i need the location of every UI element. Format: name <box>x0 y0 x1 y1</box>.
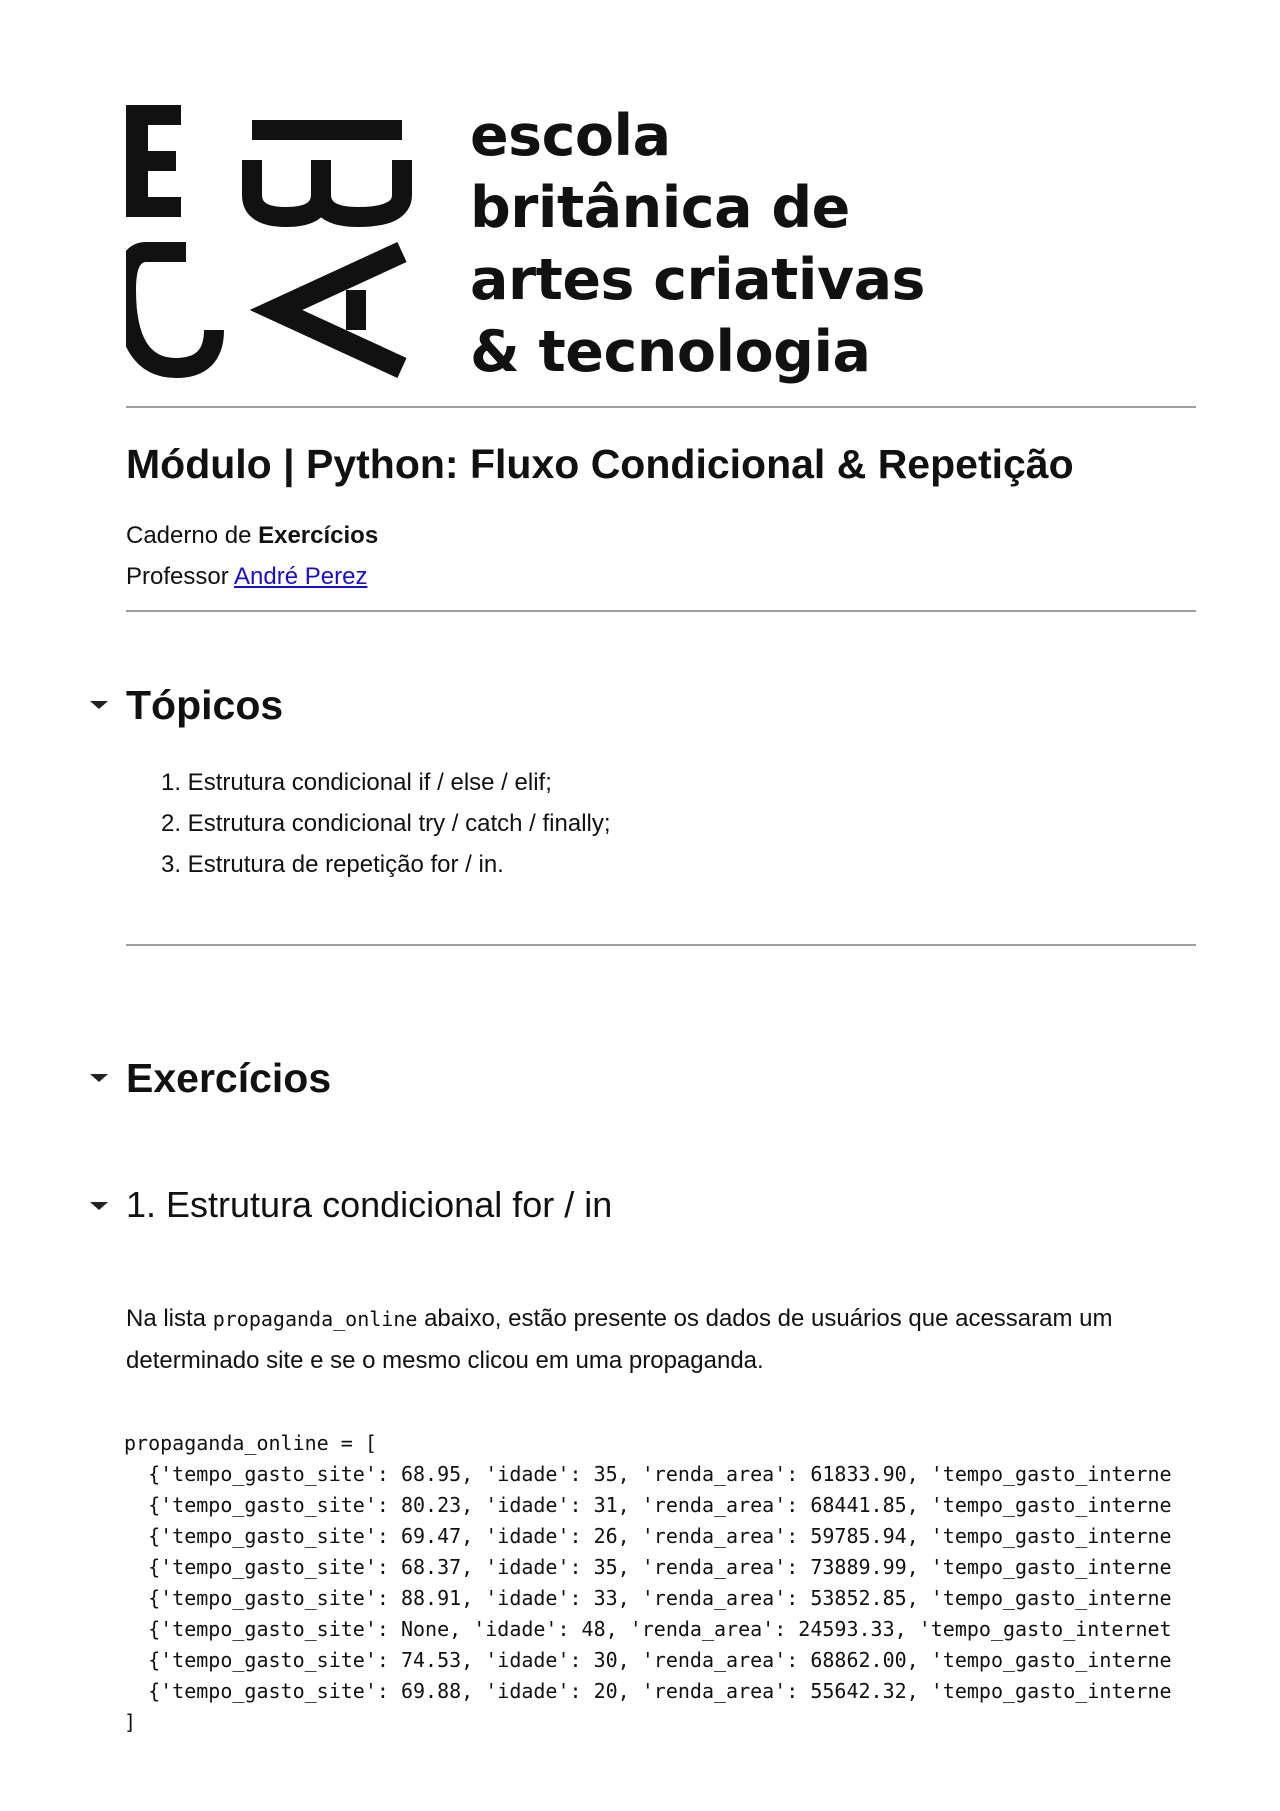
code-line: {'tempo_gasto_site': 68.37, 'idade': 35, 'renda_area': 73889.99, 'tempo_gasto_interne <box>124 1555 1172 1579</box>
exercise-1-description <box>126 1298 1206 1381</box>
inline-code: propaganda_online <box>212 1307 418 1331</box>
logo-line-1: escola <box>470 103 671 169</box>
divider-topics-bottom <box>126 944 1196 946</box>
logo-wordmark <box>470 100 925 388</box>
exercise-1-heading: 1. Estrutura condicional for / in <box>126 1184 613 1225</box>
ebac-logo-mark-icon <box>126 100 416 380</box>
para-after: abaixo, estão presente os dados de usuários que acessaram um determinado site e se o mesmo clicou em uma propaganda. <box>126 1305 1113 1374</box>
topics-heading: Tópicos <box>126 682 284 728</box>
code-line: propaganda_online = [ <box>124 1431 377 1455</box>
ebac-logo <box>126 100 926 390</box>
logo-line-3: artes criativas <box>470 247 925 313</box>
code-line: {'tempo_gasto_site': 80.23, 'idade': 31, 'renda_area': 68441.85, 'tempo_gasto_interne <box>124 1493 1172 1517</box>
code-line: {'tempo_gasto_site': 68.95, 'idade': 35, 'renda_area': 61833.90, 'tempo_gasto_interne <box>124 1462 1172 1486</box>
para-before: Na lista <box>126 1305 213 1332</box>
logo-line-4: & tecnologia <box>470 319 871 385</box>
module-separator: | <box>271 441 306 487</box>
module-name: Python: Fluxo Condicional & Repetição <box>306 441 1074 487</box>
topics-list <box>161 762 611 885</box>
notebook-line <box>126 520 378 552</box>
divider-top <box>126 406 1196 408</box>
code-line: {'tempo_gasto_site': 88.91, 'idade': 33, 'renda_area': 53852.85, 'tempo_gasto_interne <box>124 1586 1172 1610</box>
code-line: {'tempo_gasto_site': 74.53, 'idade': 30, 'renda_area': 68862.00, 'tempo_gasto_interne <box>124 1648 1172 1672</box>
professor-prefix: Professor <box>126 563 235 590</box>
caret-down-icon[interactable] <box>90 1074 108 1082</box>
list-item: 3. Estrutura de repetição for / in. <box>161 851 504 878</box>
code-block[interactable] <box>124 1428 1209 1748</box>
list-item: 1. Estrutura condicional if / else / elif; <box>161 769 552 796</box>
divider-header-bottom <box>126 610 1196 612</box>
professor-link[interactable]: André Perez <box>234 563 368 590</box>
professor-line <box>126 561 367 593</box>
caret-down-icon[interactable] <box>90 1202 108 1210</box>
notebook-name: Exercícios <box>258 522 379 549</box>
code-line: {'tempo_gasto_site': None, 'idade': 48, 'renda_area': 24593.33, 'tempo_gasto_internet <box>124 1617 1172 1641</box>
module-label: Módulo <box>126 441 272 487</box>
notebook-prefix: Caderno de <box>126 522 259 549</box>
code-line: ] <box>124 1710 137 1734</box>
code-line: {'tempo_gasto_site': 69.88, 'idade': 20, 'renda_area': 55642.32, 'tempo_gasto_interne <box>124 1679 1172 1703</box>
list-item: 2. Estrutura condicional try / catch / finally; <box>161 810 611 837</box>
exercises-heading: Exercícios <box>126 1055 332 1101</box>
page-title <box>126 436 1074 492</box>
caret-down-icon[interactable] <box>90 701 108 709</box>
code-line: {'tempo_gasto_site': 69.47, 'idade': 26, 'renda_area': 59785.94, 'tempo_gasto_interne <box>124 1524 1172 1548</box>
logo-line-2: britânica de <box>470 175 850 241</box>
